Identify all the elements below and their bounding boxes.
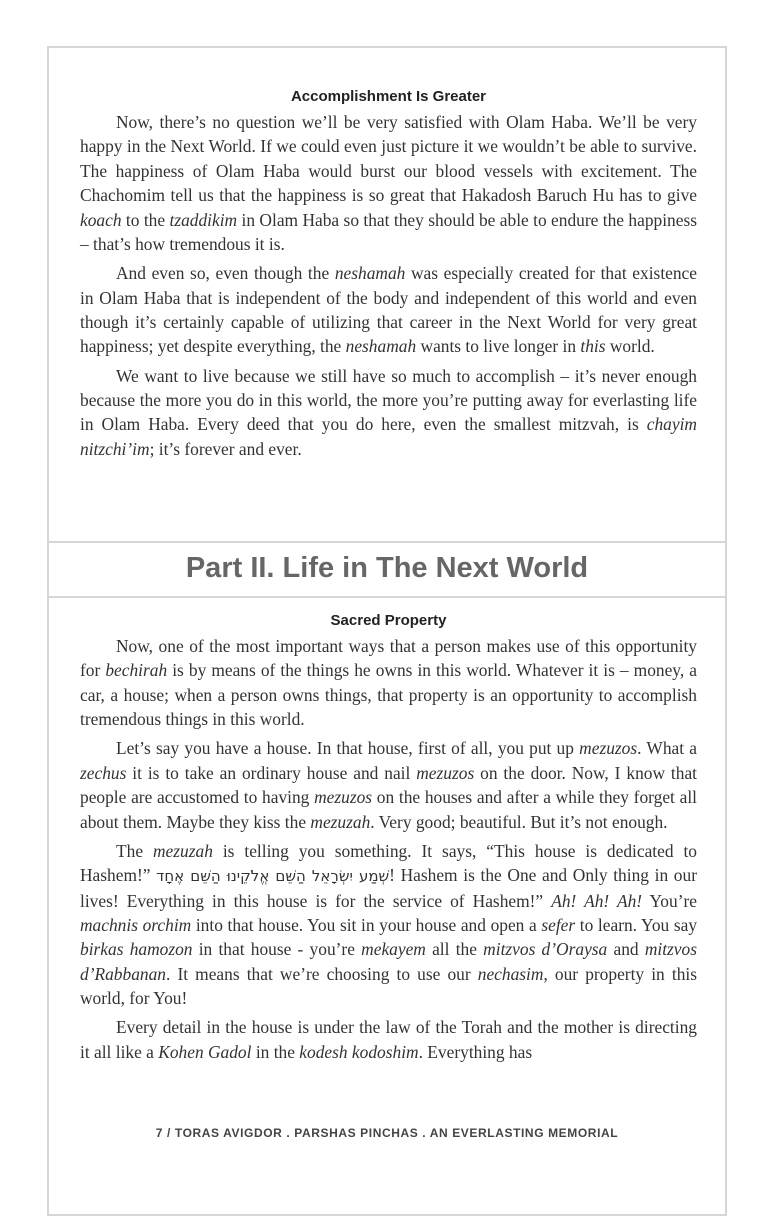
italic-term: nechasim xyxy=(477,963,544,984)
italic-term: mitzvos d’Oraysa xyxy=(483,939,608,960)
text-run: . Very good; beautiful. But it’s not enough. xyxy=(370,811,668,832)
italic-term: mezuzah xyxy=(310,811,371,832)
page-footer: 7 / TORAS AVIGDOR . PARSHAS PINCHAS . AN EVERLASTING MEMORIAL xyxy=(155,1126,619,1140)
italic-term: kodesh kodoshim xyxy=(299,1041,419,1062)
text-run: and xyxy=(607,939,645,960)
text-run: to learn. You say xyxy=(575,915,698,936)
italic-term: birkas hamozon xyxy=(80,939,193,960)
italic-term: machnis orchim xyxy=(80,915,192,936)
paragraph xyxy=(80,1015,697,1064)
italic-term: sefer xyxy=(541,915,576,936)
paragraph xyxy=(80,364,697,462)
italic-term: bechirah xyxy=(105,660,168,681)
text-run: And even so, even though the xyxy=(116,263,335,284)
text-run: You’re xyxy=(642,890,697,911)
divider xyxy=(47,541,727,543)
text-run: Now, one of the most important ways that a person makes use of this opportunity for xyxy=(80,636,697,681)
text-run: , our property in this world, for You! xyxy=(80,963,697,1009)
italic-term: neshamah xyxy=(334,263,406,284)
italic-term: zechus xyxy=(80,762,127,783)
text-run: it is to take an ordinary house and nail xyxy=(126,762,417,783)
text-run: in the xyxy=(251,1041,300,1062)
text-run: to the xyxy=(121,209,170,230)
text-run: in Olam Haba so that they should be able to endure the happiness – that’s how tremendous it is. xyxy=(80,209,697,255)
hebrew-text: שְׁמַע יִשְׂרָאֵל הַשֵּׁם אֱלֹקֵינוּ הַשֵּׁם אֶחָד xyxy=(156,867,390,886)
italic-term: mezuzos xyxy=(579,738,638,759)
italic-term: Kohen Gadol xyxy=(158,1041,252,1062)
text-run: Every detail in the house is under the law of the Torah and the mother is directing it all like a xyxy=(80,1017,697,1062)
italic-term: koach xyxy=(80,209,122,230)
italic-term: neshamah xyxy=(345,336,417,357)
paragraph xyxy=(80,634,697,732)
paragraph xyxy=(80,110,697,256)
divider xyxy=(47,596,727,598)
italic-term: mitzvos d’Rabbanan xyxy=(80,939,697,984)
italic-term: Ah! Ah! Ah! xyxy=(551,890,643,911)
italic-term: mezuzos xyxy=(314,787,373,808)
text-run: ! Hashem is the One and Only thing in our lives! Everything in this house is for the service of Hashem!” xyxy=(80,865,697,911)
text-run: We want to live because we still have so much to accomplish – it’s never enough because the more you do in this world, the more you’re putting away for everlasting life in Olam Haba. Every deed that you do here, even the smallest mitzvah, is xyxy=(80,365,697,435)
italic-term: mezuzah xyxy=(152,840,213,861)
section-heading: Accomplishment Is Greater xyxy=(290,88,487,105)
section-heading: Sacred Property xyxy=(330,612,447,629)
text-run: in that house - you’re xyxy=(192,939,362,960)
italic-term: mezuzos xyxy=(416,762,475,783)
text-run: on the door. Now, I know that people are accustomed to having xyxy=(80,762,697,808)
italic-term: mekayem xyxy=(361,939,426,960)
text-run: all the xyxy=(425,939,484,960)
part-title: Part II. Life in The Next World xyxy=(185,552,589,584)
italic-term: tzaddikim xyxy=(169,209,238,230)
text-run: is telling you something. It says, “This house is dedicated to Hashem!” xyxy=(80,840,697,886)
text-run: Let’s say you have a house. In that house, first of all, you put up xyxy=(116,738,580,759)
text-run: world. xyxy=(605,336,655,357)
text-run: . What a xyxy=(637,738,698,759)
text-run: Now, there’s no question we’ll be very satisfied with Olam Haba. We’ll be very happy in the Next World. If we could even just picture it we wouldn’t be able to survive. The happiness of Olam Haba would burst our blood vessels with excitement. The Chachomim tell us that the happiness is so great that Hakadosh Baruch Hu has to give xyxy=(80,112,697,206)
paragraph xyxy=(80,839,697,1011)
section-body xyxy=(80,634,697,1064)
text-run: wants to live longer in xyxy=(416,336,581,357)
italic-term: this xyxy=(580,336,606,357)
text-run: . Everything has xyxy=(418,1041,533,1062)
paragraph xyxy=(80,736,697,834)
text-run: The xyxy=(116,840,153,861)
text-run: into that house. You sit in your house and open a xyxy=(191,915,542,936)
section-sacred-property xyxy=(80,609,697,1069)
section-accomplishment xyxy=(80,85,697,466)
text-run: was especially created for that existence in Olam Haba that is independent of the body and independent of this world and even though it’s certainly capable of utilizing that career in the Next World for very great happiness; yet despite everything, the xyxy=(80,263,697,357)
section-body xyxy=(80,110,697,461)
text-run: . It means that we’re choosing to use our xyxy=(165,963,478,984)
paragraph xyxy=(80,261,697,359)
text-run: on the houses and after a while they forget all about them. Maybe they kiss the xyxy=(80,787,697,832)
text-run: is by means of the things he owns in this world. Whatever it is – money, a car, a house; when a person owns things, that property is an opportunity to accomplish tremendous things in this world. xyxy=(80,660,697,730)
italic-term: chayim nitzchi’im xyxy=(80,414,697,459)
text-run: ; it’s forever and ever. xyxy=(149,438,302,459)
